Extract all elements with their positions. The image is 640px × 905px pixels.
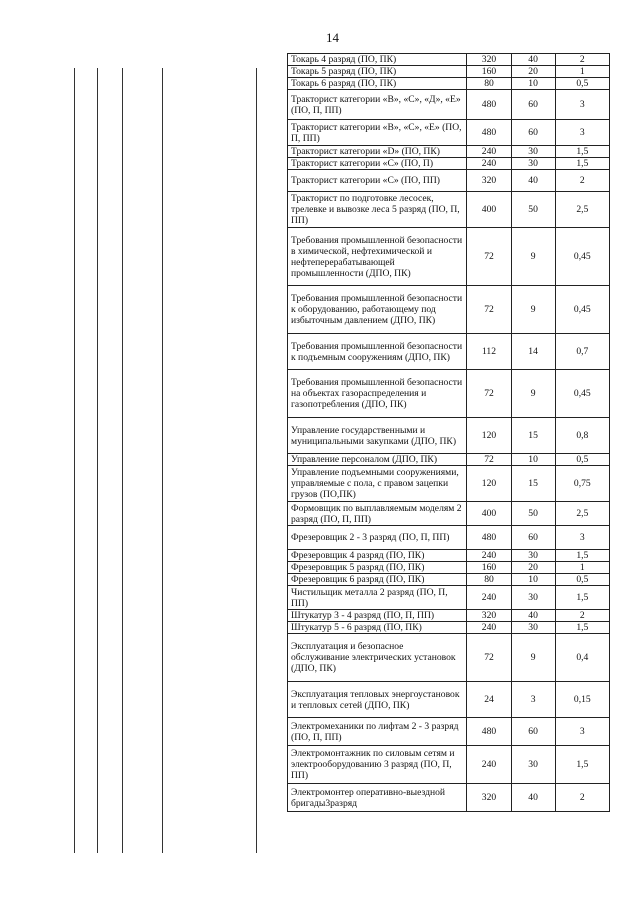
table-row (288, 286, 610, 334)
course-name-cell: Формовщик по выплавляемым моделям 2 разряд (ПО, П, ПП) (288, 502, 467, 526)
days-cell: 20 (511, 562, 555, 574)
months-cell: 0,15 (555, 682, 609, 718)
table-row (288, 682, 610, 718)
margin-line-1 (74, 68, 75, 853)
course-name-cell: Управление подъемными сооружениями, управляемые с пола, с правом зацепки грузов (ПО,ПК) (288, 466, 467, 502)
months-cell: 1,5 (555, 158, 609, 170)
table-row (288, 192, 610, 228)
days-cell: 15 (511, 418, 555, 454)
course-name-cell: Фрезеровщик 6 разряд (ПО, ПК) (288, 574, 467, 586)
hours-cell: 240 (467, 746, 511, 784)
hours-cell: 320 (467, 784, 511, 812)
hours-cell: 240 (467, 550, 511, 562)
months-cell: 2,5 (555, 192, 609, 228)
months-cell: 0,75 (555, 466, 609, 502)
table-row (288, 120, 610, 146)
days-cell: 60 (511, 526, 555, 550)
hours-cell: 72 (467, 286, 511, 334)
course-name-cell: Фрезеровщик 5 разряд (ПО, ПК) (288, 562, 467, 574)
months-cell: 0,8 (555, 418, 609, 454)
hours-cell: 80 (467, 78, 511, 90)
course-name-cell: Электромонтажник по силовым сетям и электрооборудованию 3 разряд (ПО, П, ПП) (288, 746, 467, 784)
table-row (288, 550, 610, 562)
course-name-cell: Фрезеровщик 2 - 3 разряд (ПО, П, ПП) (288, 526, 467, 550)
hours-cell: 72 (467, 228, 511, 286)
hours-cell: 112 (467, 334, 511, 370)
course-name-cell: Эксплуатация тепловых энергоустановок и тепловых сетей (ДПО, ПК) (288, 682, 467, 718)
days-cell: 30 (511, 158, 555, 170)
margin-line-3 (122, 68, 123, 853)
months-cell: 2,5 (555, 502, 609, 526)
days-cell: 15 (511, 466, 555, 502)
table-row (288, 502, 610, 526)
months-cell: 0,4 (555, 634, 609, 682)
hours-cell: 120 (467, 466, 511, 502)
table-row (288, 228, 610, 286)
table-row (288, 370, 610, 418)
months-cell: 3 (555, 90, 609, 120)
table-row (288, 622, 610, 634)
months-cell: 0,5 (555, 574, 609, 586)
months-cell: 2 (555, 170, 609, 192)
months-cell: 0,5 (555, 454, 609, 466)
days-cell: 3 (511, 682, 555, 718)
hours-cell: 72 (467, 634, 511, 682)
days-cell: 14 (511, 334, 555, 370)
course-name-cell: Тракторист категории «В», «С», «Д», «Е» (ПО, П, ПП) (288, 90, 467, 120)
margin-line-4 (162, 68, 163, 853)
table-row (288, 158, 610, 170)
hours-cell: 320 (467, 54, 511, 66)
table-row (288, 170, 610, 192)
days-cell: 30 (511, 746, 555, 784)
course-name-cell: Токарь 6 разряд (ПО, ПК) (288, 78, 467, 90)
hours-cell: 24 (467, 682, 511, 718)
course-name-cell: Требования промышленной безопасности в химической, нефтехимической и нефтеперерабатывающей промышленности (ДПО, ПК) (288, 228, 467, 286)
days-cell: 30 (511, 146, 555, 158)
hours-cell: 240 (467, 146, 511, 158)
hours-cell: 480 (467, 120, 511, 146)
course-name-cell: Электромонтер оперативно-выездной бригады3разряд (288, 784, 467, 812)
hours-cell: 480 (467, 526, 511, 550)
hours-cell: 240 (467, 622, 511, 634)
courses-table-container (287, 53, 610, 812)
hours-cell: 320 (467, 170, 511, 192)
hours-cell: 160 (467, 66, 511, 78)
table-row (288, 454, 610, 466)
course-name-cell: Тракторист категории «D» (ПО, ПК) (288, 146, 467, 158)
course-name-cell: Тракторист категории «С» (ПО, П) (288, 158, 467, 170)
days-cell: 10 (511, 574, 555, 586)
months-cell: 1 (555, 562, 609, 574)
months-cell: 3 (555, 120, 609, 146)
hours-cell: 400 (467, 192, 511, 228)
months-cell: 1,5 (555, 550, 609, 562)
course-name-cell: Требования промышленной безопасности к оборудованию, работающему под избыточным давлением (ДПО, ПК) (288, 286, 467, 334)
table-row (288, 784, 610, 812)
table-row (288, 746, 610, 784)
days-cell: 10 (511, 78, 555, 90)
page-number: 14 (326, 30, 339, 45)
days-cell: 40 (511, 610, 555, 622)
days-cell: 9 (511, 286, 555, 334)
months-cell: 1,5 (555, 746, 609, 784)
months-cell: 2 (555, 54, 609, 66)
table-row (288, 586, 610, 610)
hours-cell: 480 (467, 718, 511, 746)
table-row (288, 54, 610, 66)
months-cell: 0,7 (555, 334, 609, 370)
months-cell: 2 (555, 610, 609, 622)
days-cell: 40 (511, 54, 555, 66)
months-cell: 0,5 (555, 78, 609, 90)
table-row (288, 610, 610, 622)
course-name-cell: Тракторист категории «В», «С», «Е» (ПО, П, ПП) (288, 120, 467, 146)
margin-line-2 (97, 68, 98, 853)
days-cell: 40 (511, 170, 555, 192)
days-cell: 50 (511, 192, 555, 228)
days-cell: 9 (511, 370, 555, 418)
table-row (288, 334, 610, 370)
course-name-cell: Тракторист категории «С» (ПО, ПП) (288, 170, 467, 192)
hours-cell: 72 (467, 370, 511, 418)
days-cell: 30 (511, 586, 555, 610)
days-cell: 20 (511, 66, 555, 78)
table-row (288, 562, 610, 574)
course-name-cell: Токарь 5 разряд (ПО, ПК) (288, 66, 467, 78)
table-row (288, 634, 610, 682)
days-cell: 40 (511, 784, 555, 812)
days-cell: 9 (511, 634, 555, 682)
course-name-cell: Токарь 4 разряд (ПО, ПК) (288, 54, 467, 66)
hours-cell: 120 (467, 418, 511, 454)
hours-cell: 240 (467, 586, 511, 610)
course-name-cell: Управление государственными и муниципальными закупками (ДПО, ПК) (288, 418, 467, 454)
hours-cell: 160 (467, 562, 511, 574)
days-cell: 50 (511, 502, 555, 526)
months-cell: 3 (555, 718, 609, 746)
course-name-cell: Чистильщик металла 2 разряд (ПО, П, ПП) (288, 586, 467, 610)
table-row (288, 526, 610, 550)
months-cell: 1,5 (555, 622, 609, 634)
hours-cell: 240 (467, 158, 511, 170)
courses-table (287, 53, 610, 812)
course-name-cell: Требования промышленной безопасности к подъемным сооружениям (ДПО, ПК) (288, 334, 467, 370)
table-row (288, 146, 610, 158)
months-cell: 3 (555, 526, 609, 550)
course-name-cell: Штукатур 5 - 6 разряд (ПО, ПК) (288, 622, 467, 634)
course-name-cell: Эксплуатация и безопасное обслуживание электрических установок (ДПО, ПК) (288, 634, 467, 682)
months-cell: 1 (555, 66, 609, 78)
table-row (288, 418, 610, 454)
days-cell: 60 (511, 120, 555, 146)
table-row (288, 718, 610, 746)
days-cell: 9 (511, 228, 555, 286)
course-name-cell: Требования промышленной безопасности на объектах газораспределения и газопотребления (ДПО, ПК) (288, 370, 467, 418)
hours-cell: 400 (467, 502, 511, 526)
days-cell: 30 (511, 622, 555, 634)
course-name-cell: Электромеханики по лифтам 2 - 3 разряд (ПО, П, ПП) (288, 718, 467, 746)
table-row (288, 90, 610, 120)
months-cell: 1,5 (555, 146, 609, 158)
course-name-cell: Управление персоналом (ДПО, ПК) (288, 454, 467, 466)
hours-cell: 72 (467, 454, 511, 466)
table-row (288, 466, 610, 502)
hours-cell: 480 (467, 90, 511, 120)
table-row (288, 574, 610, 586)
days-cell: 60 (511, 718, 555, 746)
days-cell: 60 (511, 90, 555, 120)
hours-cell: 80 (467, 574, 511, 586)
months-cell: 2 (555, 784, 609, 812)
hours-cell: 320 (467, 610, 511, 622)
course-name-cell: Штукатур 3 - 4 разряд (ПО, П, ПП) (288, 610, 467, 622)
table-row (288, 78, 610, 90)
days-cell: 10 (511, 454, 555, 466)
course-name-cell: Тракторист по подготовке лесосек, трелевке и вывозке леса 5 разряд (ПО, П, ПП) (288, 192, 467, 228)
months-cell: 0,45 (555, 228, 609, 286)
days-cell: 30 (511, 550, 555, 562)
table-row (288, 66, 610, 78)
margin-line-5 (256, 68, 257, 853)
course-name-cell: Фрезеровщик 4 разряд (ПО, ПК) (288, 550, 467, 562)
courses-table-body (288, 54, 610, 812)
months-cell: 0,45 (555, 286, 609, 334)
months-cell: 1,5 (555, 586, 609, 610)
months-cell: 0,45 (555, 370, 609, 418)
